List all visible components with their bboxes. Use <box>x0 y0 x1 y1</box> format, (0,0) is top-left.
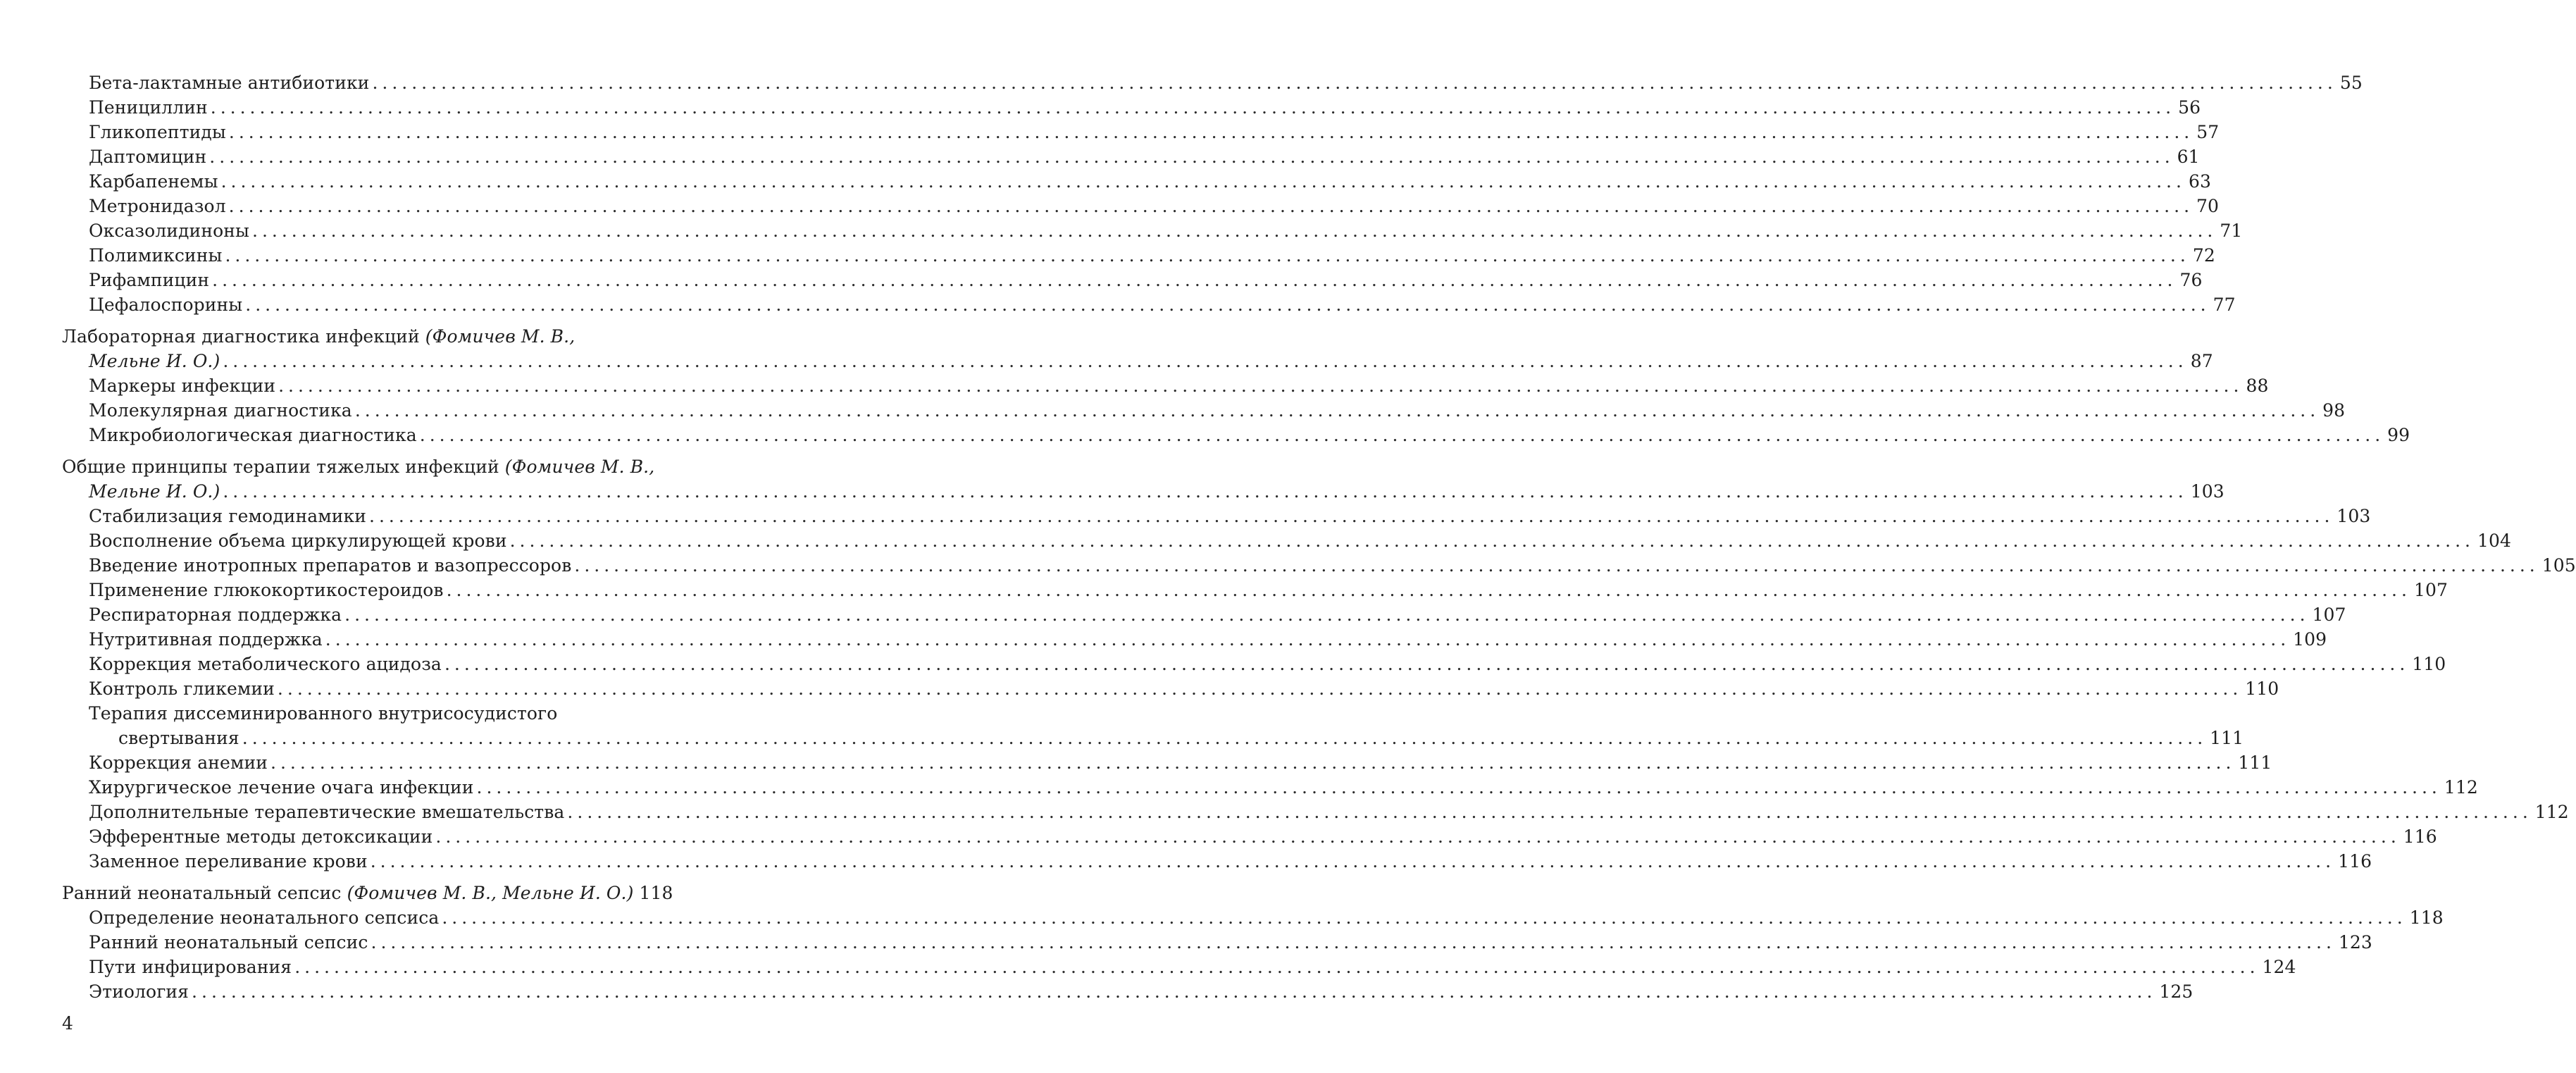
leader-dots: ........................................................................................................................................................................................................ <box>419 425 2385 445</box>
toc-section-title: Общие принципы терапии тяжелых инфекций <box>62 457 505 477</box>
toc-entry-label: Контроль гликемии <box>89 678 275 699</box>
toc-entry[interactable] <box>62 268 2203 292</box>
toc-entry[interactable] <box>62 979 2194 1004</box>
toc-entry-label: Восполнение объема циркулирующей крови <box>89 531 507 551</box>
toc-section-title-wrap <box>62 881 633 905</box>
toc-entry-label: Введение инотропных препаратов и вазопрессоров <box>89 555 572 576</box>
section-gap <box>62 447 647 454</box>
leader-dots: ........................................................................................................................................................................................................ <box>370 851 2336 872</box>
section-gap <box>62 317 647 324</box>
toc-page-number: 111 <box>2238 752 2272 773</box>
toc-entry-label: Коррекция метаболического ацидоза <box>89 654 442 674</box>
toc-entry-continued[interactable] <box>62 726 2244 750</box>
toc-entry-label: Оксазолидиноны <box>89 221 249 241</box>
toc-entry[interactable] <box>62 652 2446 676</box>
leader-dots: ........................................................................................................................................................................................................ <box>228 196 2194 216</box>
toc-entry[interactable] <box>62 676 2279 701</box>
toc-page-number: 124 <box>2262 957 2296 977</box>
toc-page-number: 88 <box>2246 376 2269 396</box>
toc-entry-label: Молекулярная диагностика <box>89 400 352 421</box>
toc-entry-label: свертывания <box>118 728 239 748</box>
leader-dots: ........................................................................................................................................................................................................ <box>192 981 2157 1002</box>
toc-section-author: (Фомичев М. В., <box>504 457 655 477</box>
toc-section-title: Лабораторная диагностика инфекций <box>62 326 425 347</box>
leader-dots: ........................................................................................................................................................................................................ <box>220 171 2186 192</box>
toc-section-heading[interactable] <box>62 324 647 349</box>
toc-entry[interactable] <box>62 905 2444 930</box>
toc-page-number: 105 <box>2541 555 2576 576</box>
toc-entry-label: Метронидазол <box>89 196 226 216</box>
toc-entry[interactable] <box>62 775 2478 800</box>
toc-entry-label: Цефалоспорины <box>89 294 243 315</box>
leader-dots: ........................................................................................................................................................................................................ <box>212 270 2177 290</box>
toc-page-number: 76 <box>2179 270 2203 290</box>
toc-section-heading[interactable] <box>62 881 673 905</box>
toc-entry-label: Этиология <box>89 981 189 1002</box>
toc-page-number: 118 <box>2409 907 2444 928</box>
toc-entry-label: Терапия диссеминированного внутрисосудистого <box>89 703 558 724</box>
toc-page-number: 55 <box>2339 73 2363 93</box>
toc-entry-label: Маркеры инфекции <box>89 376 276 396</box>
toc-page-number: 103 <box>2190 481 2225 502</box>
toc-section-author: Мельне И. О.) <box>89 481 220 502</box>
toc-entry-label: Пенициллин <box>89 97 208 118</box>
toc-entry[interactable] <box>62 373 2269 398</box>
toc-entry[interactable] <box>62 504 2371 528</box>
toc-entry[interactable] <box>62 602 2346 627</box>
toc-page-number: 110 <box>2245 678 2279 699</box>
toc-page-number: 98 <box>2322 400 2346 421</box>
toc-entry[interactable] <box>62 144 2200 169</box>
leader-dots: ........................................................................................................................................................................................................ <box>435 826 2401 847</box>
toc-entry-label: Применение глюкокортикостероидов <box>89 580 444 600</box>
toc-entry-label: Полимиксины <box>89 245 223 266</box>
toc-entry-label: Коррекция анемии <box>89 752 268 773</box>
leader-dots: ........................................................................................................................................................................................................ <box>225 245 2190 266</box>
toc-entry-label: Карбапенемы <box>89 171 218 192</box>
toc-entry[interactable] <box>62 218 2243 243</box>
toc-entry-label: Бета-лактамные антибиотики <box>89 73 370 93</box>
toc-entry-label: Рифампицин <box>89 270 210 290</box>
page-number: 4 <box>62 1013 73 1034</box>
toc-entry-label: Дополнительные терапевтические вмешательства <box>89 802 565 822</box>
toc-page-number: 103 <box>2337 506 2371 526</box>
toc-entry[interactable] <box>62 849 2372 874</box>
toc-page-number: 110 <box>2412 654 2446 674</box>
table-of-contents <box>62 70 2576 1004</box>
leader-dots: ........................................................................................................................................................................................................ <box>223 481 2188 502</box>
toc-entry[interactable] <box>62 398 2346 423</box>
toc-page-number: 116 <box>2403 826 2437 847</box>
toc-entry[interactable] <box>62 194 2220 218</box>
toc-page-number: 112 <box>2534 802 2569 822</box>
toc-entry[interactable] <box>62 95 2201 120</box>
toc-page-number: 72 <box>2192 245 2215 266</box>
toc-entry-label: Пути инфицирования <box>89 957 292 977</box>
toc-entry-label: Даптомицин <box>89 147 207 167</box>
leader-dots: ........................................................................................................................................................................................................ <box>210 97 2176 118</box>
leader-dots: ........................................................................................................................................................................................................ <box>228 122 2194 142</box>
toc-entry-label: Микробиологическая диагностика <box>89 425 417 445</box>
toc-page-number: 71 <box>2220 221 2243 241</box>
leader-dots: ........................................................................................................................................................................................................ <box>442 907 2407 928</box>
leader-dots: ........................................................................................................................................................................................................ <box>223 351 2188 371</box>
toc-entry[interactable] <box>62 528 2511 553</box>
toc-entry[interactable] <box>62 243 2215 268</box>
toc-entry-label: Определение неонатального сепсиса <box>89 907 440 928</box>
toc-page-number: 125 <box>2159 981 2194 1002</box>
leader-dots: ........................................................................................................................................................................................................ <box>294 957 2260 977</box>
toc-page-number: 56 <box>2178 97 2201 118</box>
toc-entry-label: Респираторная поддержка <box>89 604 342 625</box>
toc-page-number: 118 <box>639 883 673 903</box>
leader-dots: ........................................................................................................................................................................................................ <box>344 604 2310 625</box>
leader-dots: ........................................................................................................................................................................................................ <box>245 294 2210 315</box>
leader-dots: ........................................................................................................................................................................................................ <box>277 678 2243 699</box>
leader-dots: ........................................................................................................................................................................................................ <box>446 580 2411 600</box>
toc-section-author: (Фомичев М. В., <box>425 326 575 347</box>
toc-entry[interactable] <box>62 955 2296 979</box>
toc-entry-label: Ранний неонатальный сепсис <box>89 932 368 953</box>
toc-page-number: 63 <box>2188 171 2211 192</box>
leader-dots: ........................................................................................................................................................................................................ <box>354 400 2320 421</box>
toc-entry[interactable] <box>62 800 2569 824</box>
leader-dots: ........................................................................................................................................................................................................ <box>278 376 2244 396</box>
toc-entry[interactable] <box>62 120 2220 144</box>
toc-page-number: 112 <box>2444 777 2478 798</box>
toc-page-number: 99 <box>2387 425 2410 445</box>
leader-dots: ........................................................................................................................................................................................................ <box>509 531 2475 551</box>
leader-dots: ........................................................................................................................................................................................................ <box>270 752 2236 773</box>
toc-entry-label: Заменное переливание крови <box>89 851 368 872</box>
toc-section-author: (Фомичев М. В., Мельне И. О.) <box>347 883 634 903</box>
toc-entry[interactable] <box>62 292 2236 317</box>
toc-entry-label: Нутритивная поддержка <box>89 629 323 650</box>
toc-entry[interactable] <box>62 701 647 726</box>
leader-dots: ........................................................................................................................................................................................................ <box>369 506 2334 526</box>
toc-page-number: 70 <box>2196 196 2220 216</box>
toc-entry-label: Стабилизация гемодинамики <box>89 506 367 526</box>
toc-entry[interactable] <box>62 578 2448 602</box>
toc-entry-label: Гликопептиды <box>89 122 226 142</box>
toc-entry[interactable] <box>62 169 2211 194</box>
leader-dots: ........................................................................................................................................................................................................ <box>444 654 2410 674</box>
toc-entry[interactable] <box>62 824 2437 849</box>
toc-page-number: 104 <box>2477 531 2511 551</box>
toc-entry[interactable] <box>62 750 2272 775</box>
toc-page-number: 61 <box>2177 147 2200 167</box>
leader-dots: ........................................................................................................................................................................................................ <box>372 73 2337 93</box>
leader-dots: ........................................................................................................................................................................................................ <box>325 629 2291 650</box>
leader-dots: ........................................................................................................................................................................................................ <box>252 221 2217 241</box>
toc-page-number: 57 <box>2196 122 2220 142</box>
toc-page-number: 123 <box>2338 932 2372 953</box>
toc-page-number: 111 <box>2210 728 2244 748</box>
leader-dots: ........................................................................................................................................................................................................ <box>476 777 2441 798</box>
toc-section-title: Ранний неонатальный сепсис <box>62 883 347 903</box>
toc-section-author: Мельне И. О.) <box>89 351 220 371</box>
leader-dots: ........................................................................................................................................................................................................ <box>371 932 2336 953</box>
toc-entry-label: Хирургическое лечение очага инфекции <box>89 777 474 798</box>
toc-section-heading-continued[interactable] <box>62 349 2213 373</box>
toc-page-number: 77 <box>2213 294 2236 315</box>
leader-dots: ........................................................................................................................................................................................................ <box>567 802 2532 822</box>
leader-dots: ........................................................................................................................................................................................................ <box>574 555 2539 576</box>
toc-entry-label: Эфферентные методы детоксикации <box>89 826 433 847</box>
toc-section-heading-continued[interactable] <box>62 479 2225 504</box>
section-gap <box>62 874 647 881</box>
toc-page-number: 107 <box>2312 604 2346 625</box>
toc-entry[interactable] <box>62 930 2372 955</box>
leader-dots: ........................................................................................................................................................................................................ <box>242 728 2208 748</box>
toc-page-number: 116 <box>2338 851 2372 872</box>
toc-page-number: 109 <box>2293 629 2327 650</box>
toc-section-heading[interactable] <box>62 454 655 479</box>
toc-page-number: 107 <box>2413 580 2448 600</box>
toc-entry[interactable] <box>62 423 2410 447</box>
toc-entry[interactable] <box>62 70 2363 95</box>
toc-entry[interactable] <box>62 553 2576 578</box>
toc-entry[interactable] <box>62 627 2327 652</box>
toc-page-number: 87 <box>2190 351 2213 371</box>
leader-dots: ........................................................................................................................................................................................................ <box>209 147 2174 167</box>
